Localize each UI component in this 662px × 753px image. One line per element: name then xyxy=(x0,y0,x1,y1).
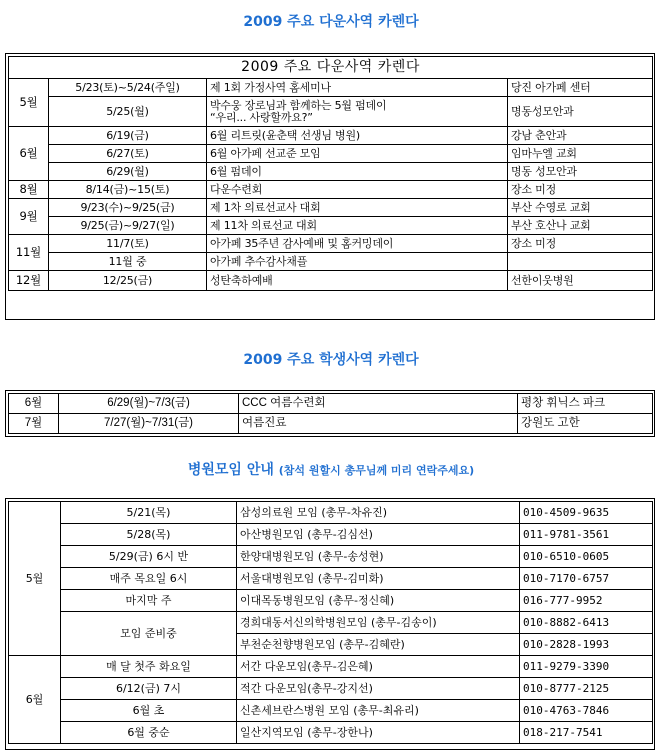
table-row xyxy=(9,271,653,291)
meeting-cell: 서간 다운모임(총무-김은혜) xyxy=(237,656,520,678)
table-row xyxy=(9,546,653,568)
date-cell: 6/29(월) xyxy=(49,163,207,181)
date-cell: 6월 초 xyxy=(61,700,237,722)
table-row xyxy=(9,502,653,524)
event-cell xyxy=(207,97,508,127)
place-cell: 명동성모안과 xyxy=(508,97,653,127)
event-cell: 제 1회 가정사역 홈세미나 xyxy=(207,79,508,97)
phone-cell: 010-2828-1993 xyxy=(520,634,653,656)
table-row xyxy=(9,722,653,744)
month-cell: 7월 xyxy=(9,414,59,434)
date-cell: 5/25(월) xyxy=(49,97,207,127)
phone-cell: 011-9781-3561 xyxy=(520,524,653,546)
date-cell: 6/29(월)~7/3(금) xyxy=(59,394,239,414)
ministry-calendar-table xyxy=(8,56,653,291)
meeting-cell: 서울대병원모임 (총무-김미화) xyxy=(237,568,520,590)
phone-cell: 011-9279-3390 xyxy=(520,656,653,678)
month-cell: 8월 xyxy=(9,181,49,199)
hospital-meetings-heading: 병원모임 안내 xyxy=(187,462,274,478)
place-cell: 장소 미정 xyxy=(508,181,653,199)
meeting-cell: 경희대동서신의학병원모임 (총무-김송이) xyxy=(237,612,520,634)
table-row xyxy=(9,568,653,590)
phone-cell: 010-7170-6757 xyxy=(520,568,653,590)
table-row xyxy=(9,127,653,145)
table-row xyxy=(9,524,653,546)
date-cell: 5/21(목) xyxy=(61,502,237,524)
hospital-meetings-note: (참석 원할시 총무님께 미리 연락주세요) xyxy=(278,464,475,477)
event-cell: 성탄축하예배 xyxy=(207,271,508,291)
month-cell: 6월 xyxy=(9,394,59,414)
date-cell: 6/19(금) xyxy=(49,127,207,145)
event-cell: 6월 아가페 선교준 모임 xyxy=(207,145,508,163)
month-cell: 6월 xyxy=(9,127,49,181)
student-calendar-table xyxy=(8,393,653,434)
table-row xyxy=(9,199,653,217)
table-row xyxy=(9,414,653,434)
event-line: “우리... 사랑할까요?” xyxy=(210,110,313,124)
date-cell: 6/27(토) xyxy=(49,145,207,163)
phone-cell: 010-6510-0605 xyxy=(520,546,653,568)
ministry-calendar-title: 2009 주요 다운사역 카렌다 xyxy=(243,14,419,30)
phone-cell: 010-8777-2125 xyxy=(520,678,653,700)
event-line: 박수웅 장로님과 함께하는 5월 펌데이 xyxy=(210,98,387,112)
phone-cell: 010-8882-6413 xyxy=(520,612,653,634)
event-cell: 제 1차 의료선교사 대회 xyxy=(207,199,508,217)
date-cell: 5/29(금) 6시 반 xyxy=(61,546,237,568)
month-cell: 5월 xyxy=(9,79,49,127)
phone-cell: 018-217-7541 xyxy=(520,722,653,744)
date-cell: 6월 중순 xyxy=(61,722,237,744)
place-cell: 명동 성모안과 xyxy=(508,163,653,181)
meeting-cell: 한양대병원모임 (총무-송성현) xyxy=(237,546,520,568)
hospital-meetings-table xyxy=(8,501,653,744)
place-cell: 장소 미정 xyxy=(508,235,653,253)
date-cell: 12/25(금) xyxy=(49,271,207,291)
meeting-cell: 일산지역모임 (총무-장한나) xyxy=(237,722,520,744)
date-cell: 7/27(월)~7/31(금) xyxy=(59,414,239,434)
place-cell: 당진 아가페 센터 xyxy=(508,79,653,97)
meeting-cell: 신촌세브란스병원 모임 (총무-최유리) xyxy=(237,700,520,722)
month-cell: 6월 xyxy=(9,656,61,744)
month-cell: 12월 xyxy=(9,271,49,291)
phone-cell: 010-4509-9635 xyxy=(520,502,653,524)
place-cell: 강원도 고한 xyxy=(518,414,653,434)
date-cell: 6/12(금) 7시 xyxy=(61,678,237,700)
date-cell: 매주 목요일 6시 xyxy=(61,568,237,590)
place-cell: 강남 춘안과 xyxy=(508,127,653,145)
date-cell: 9/25(금)~9/27(일) xyxy=(49,217,207,235)
place-cell: 선한이웃병원 xyxy=(508,271,653,291)
date-cell: 5/28(목) xyxy=(61,524,237,546)
table-title: 2009 주요 다운사역 카렌다 xyxy=(9,57,653,79)
event-cell: 다운수련회 xyxy=(207,181,508,199)
table-row xyxy=(9,145,653,163)
phone-cell: 010-4763-7846 xyxy=(520,700,653,722)
phone-cell: 016-777-9952 xyxy=(520,590,653,612)
event-cell: 6월 펌데이 xyxy=(207,163,508,181)
hospital-meetings-title xyxy=(0,461,662,480)
date-cell: 마지막 주 xyxy=(61,590,237,612)
event-cell: 제 11차 의료선교 대회 xyxy=(207,217,508,235)
event-cell: CCC 여름수련회 xyxy=(239,394,518,414)
place-cell xyxy=(508,253,653,271)
date-cell: 8/14(금)~15(토) xyxy=(49,181,207,199)
table-row xyxy=(9,235,653,253)
place-cell: 임마누엘 교회 xyxy=(508,145,653,163)
month-cell: 5월 xyxy=(9,502,61,656)
table-row xyxy=(9,394,653,414)
meeting-cell: 이대목동병원모임 (총무-정신혜) xyxy=(237,590,520,612)
table-row xyxy=(9,253,653,271)
meeting-cell: 삼성의료원 모임 (총무-차유진) xyxy=(237,502,520,524)
event-cell: 여름진료 xyxy=(239,414,518,434)
student-calendar-title: 2009 주요 학생사역 카렌다 xyxy=(243,352,419,368)
event-cell: 아가페 추수감사채플 xyxy=(207,253,508,271)
date-cell: 11월 중 xyxy=(49,253,207,271)
month-cell: 9월 xyxy=(9,199,49,235)
date-cell: 매 달 첫주 화요일 xyxy=(61,656,237,678)
place-cell: 부산 호산나 교회 xyxy=(508,217,653,235)
table-row xyxy=(9,217,653,235)
table-row xyxy=(9,97,653,127)
meeting-cell: 부천순천향병원모임 (총무-김혜란) xyxy=(237,634,520,656)
table-row xyxy=(9,700,653,722)
date-cell: 9/23(수)~9/25(금) xyxy=(49,199,207,217)
event-cell: 아가페 35주년 감사예배 및 홈커밍데이 xyxy=(207,235,508,253)
table-row xyxy=(9,612,653,634)
date-cell: 모임 준비중 xyxy=(61,612,237,656)
table-row xyxy=(9,163,653,181)
table-row xyxy=(9,656,653,678)
table-row xyxy=(9,181,653,199)
place-cell: 평창 휘닉스 파크 xyxy=(518,394,653,414)
date-cell: 5/23(토)~5/24(주일) xyxy=(49,79,207,97)
event-cell: 6월 리트릿(윤춘택 선생님 병원) xyxy=(207,127,508,145)
table-row xyxy=(9,590,653,612)
meeting-cell: 아산병원모임 (총무-김심선) xyxy=(237,524,520,546)
date-cell: 11/7(토) xyxy=(49,235,207,253)
table-row xyxy=(9,79,653,97)
meeting-cell: 적간 다운모임(총무-강지선) xyxy=(237,678,520,700)
place-cell: 부산 수영로 교회 xyxy=(508,199,653,217)
table-row xyxy=(9,678,653,700)
month-cell: 11월 xyxy=(9,235,49,271)
